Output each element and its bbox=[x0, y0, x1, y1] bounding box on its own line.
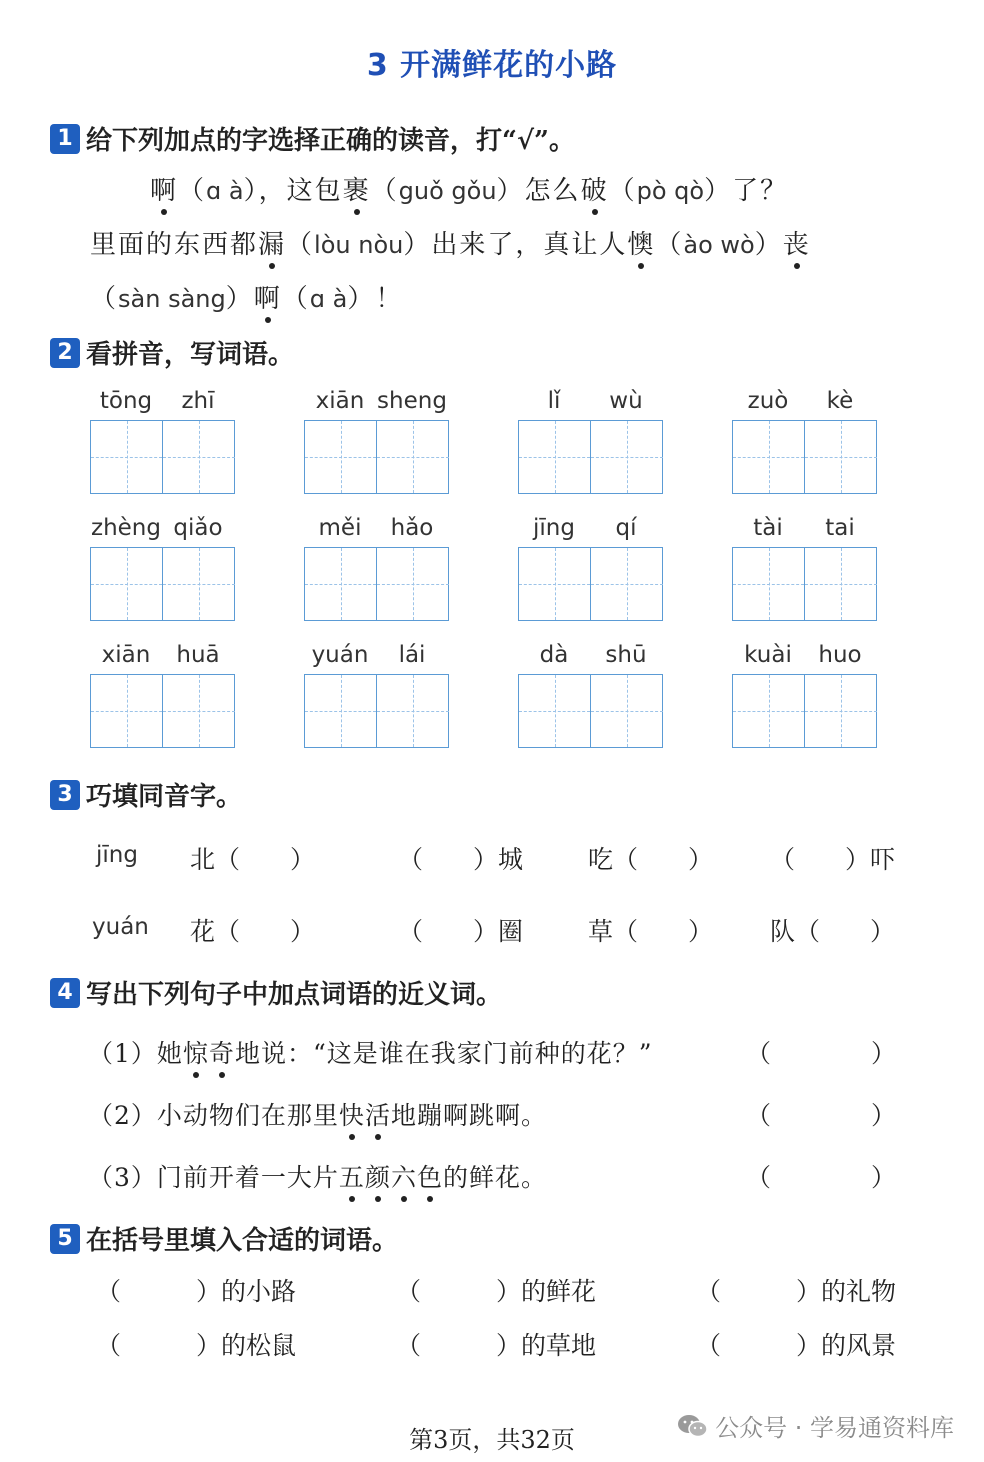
dotted-char: 懊 bbox=[627, 224, 655, 261]
char-cell[interactable] bbox=[163, 675, 235, 747]
fill-blank[interactable]: （ ）的草地 bbox=[396, 1331, 597, 1360]
char-cell[interactable] bbox=[377, 675, 449, 747]
text: （3）门前开着一大片 bbox=[88, 1163, 339, 1192]
pinyin-syllable: wù bbox=[609, 388, 643, 414]
char-cell[interactable] bbox=[805, 548, 877, 620]
paren: （ bbox=[608, 176, 637, 206]
q1-number: 1 bbox=[50, 124, 80, 154]
fill-blank[interactable]: 队（ ） bbox=[770, 917, 896, 946]
char-cell[interactable] bbox=[805, 675, 877, 747]
paren: （ bbox=[370, 176, 399, 206]
q5-heading bbox=[50, 1220, 398, 1257]
char-cell[interactable] bbox=[377, 421, 449, 493]
text: ）！ bbox=[347, 284, 404, 314]
text: ）了？ bbox=[704, 176, 789, 206]
pinyin-syllable: qí bbox=[615, 515, 637, 541]
text: （2）小动物们在那里 bbox=[88, 1101, 339, 1130]
dotted-char: 奇 bbox=[209, 1034, 235, 1070]
paren: （ bbox=[286, 230, 315, 260]
pinyin-syllable: sheng bbox=[377, 388, 447, 414]
pinyin-syllable: xiān bbox=[315, 388, 365, 414]
pinyin-choice: sàn sàng bbox=[118, 285, 226, 313]
watermark-text: 公众号 · 学易通资料库 bbox=[715, 1414, 954, 1442]
pinyin-syllable: huā bbox=[176, 642, 220, 668]
pinyin-syllable: tōng bbox=[99, 388, 153, 414]
char-cell[interactable] bbox=[519, 675, 591, 747]
q1-line-2 bbox=[90, 224, 811, 261]
writing-box[interactable] bbox=[518, 547, 663, 621]
text: 地蹦啊跳啊。 bbox=[390, 1101, 547, 1130]
text: 地说：“这是谁在我家门前种的花？” bbox=[234, 1039, 653, 1068]
pinyin-choice: ào wò bbox=[683, 231, 755, 259]
pinyin-syllable: kè bbox=[826, 388, 854, 414]
pinyin-syllable: tai bbox=[825, 515, 855, 541]
q1-line-3 bbox=[90, 278, 403, 315]
writing-box[interactable] bbox=[90, 674, 235, 748]
char-cell[interactable] bbox=[591, 421, 663, 493]
q2-heading bbox=[50, 334, 294, 371]
fill-blank[interactable]: （ ）的礼物 bbox=[696, 1277, 897, 1306]
writing-box[interactable] bbox=[732, 674, 877, 748]
writing-box[interactable] bbox=[304, 547, 449, 621]
char-cell[interactable] bbox=[591, 675, 663, 747]
pinyin-syllable: zhī bbox=[181, 388, 215, 414]
paren: （ bbox=[655, 230, 684, 260]
writing-box[interactable] bbox=[90, 547, 235, 621]
writing-box[interactable] bbox=[304, 674, 449, 748]
q1-instruction: 给下列加点的字选择正确的读音，打“√”。 bbox=[86, 126, 575, 156]
dotted-char: 颜 bbox=[365, 1158, 391, 1194]
q3-heading bbox=[50, 776, 242, 813]
fill-blank[interactable]: （ ）的风景 bbox=[696, 1331, 897, 1360]
writing-box[interactable] bbox=[90, 420, 235, 494]
text: ）怎么 bbox=[496, 176, 581, 206]
pinyin-syllable: lǐ bbox=[547, 388, 561, 414]
pinyin-syllable: měi bbox=[318, 515, 362, 541]
q4-sentence-2 bbox=[88, 1096, 547, 1132]
text: （1）她 bbox=[88, 1039, 183, 1068]
answer-blank[interactable]: （ ） bbox=[746, 1163, 897, 1192]
q3-pinyin-2: yuán bbox=[92, 914, 149, 940]
fill-blank[interactable]: 北（ ） bbox=[190, 845, 316, 874]
q4-instruction: 写出下列句子中加点词语的近义词。 bbox=[86, 980, 503, 1010]
fill-blank[interactable]: 花（ ） bbox=[190, 917, 316, 946]
char-cell[interactable] bbox=[805, 421, 877, 493]
pinyin-syllable: dà bbox=[539, 642, 569, 668]
pinyin-syllable: tài bbox=[753, 515, 783, 541]
char-cell[interactable] bbox=[305, 675, 377, 747]
dotted-char: 裹 bbox=[343, 170, 371, 207]
fill-blank[interactable]: （ ）的鲜花 bbox=[396, 1277, 597, 1306]
char-cell[interactable] bbox=[305, 421, 377, 493]
char-cell[interactable] bbox=[163, 421, 235, 493]
q3-pinyin-1: jīng bbox=[96, 842, 138, 868]
dotted-char: 色 bbox=[417, 1158, 443, 1194]
text: 的鲜花。 bbox=[442, 1163, 547, 1192]
char-cell[interactable] bbox=[733, 675, 805, 747]
dotted-char: 快 bbox=[339, 1096, 365, 1132]
pinyin-syllable: lái bbox=[398, 642, 426, 668]
fill-blank[interactable]: 吃（ ） bbox=[588, 845, 714, 874]
char-cell[interactable] bbox=[733, 548, 805, 620]
pinyin-choice: guǒ gǒu bbox=[398, 177, 497, 205]
char-cell[interactable] bbox=[377, 548, 449, 620]
q2-number: 2 bbox=[50, 338, 80, 368]
dotted-char: 五 bbox=[339, 1158, 365, 1194]
text: ），这包 bbox=[243, 176, 343, 206]
q4-sentence-1 bbox=[88, 1034, 653, 1070]
dotted-char: 破 bbox=[581, 170, 609, 207]
fill-blank[interactable]: （ ）城 bbox=[398, 845, 524, 874]
char-cell[interactable] bbox=[91, 548, 163, 620]
paren: （ bbox=[281, 284, 310, 314]
pinyin-syllable: hǎo bbox=[390, 515, 434, 541]
dotted-char: 六 bbox=[391, 1158, 417, 1194]
paren: （ bbox=[90, 284, 119, 314]
char-cell[interactable] bbox=[163, 548, 235, 620]
fill-blank[interactable]: （ ）的松鼠 bbox=[96, 1331, 297, 1360]
fill-blank[interactable]: （ ）圈 bbox=[398, 917, 524, 946]
q2-instruction: 看拼音，写词语。 bbox=[86, 340, 295, 370]
writing-box[interactable] bbox=[304, 420, 449, 494]
pinyin-syllable: zuò bbox=[747, 388, 789, 414]
pinyin-choice: pò qò bbox=[636, 177, 705, 205]
paren: （ bbox=[178, 176, 207, 206]
char-cell[interactable] bbox=[305, 548, 377, 620]
char-cell[interactable] bbox=[519, 421, 591, 493]
pinyin-choice: ɑ à bbox=[206, 177, 244, 205]
page-title: 3 开满鲜花的小路 bbox=[366, 48, 618, 83]
q4-number: 4 bbox=[50, 978, 80, 1008]
writing-box[interactable] bbox=[518, 420, 663, 494]
fill-blank[interactable]: （ ）吓 bbox=[770, 845, 896, 874]
q3-instruction: 巧填同音字。 bbox=[86, 782, 243, 812]
pinyin-syllable: zhèng bbox=[91, 515, 161, 541]
q5-instruction: 在括号里填入合适的词语。 bbox=[86, 1226, 399, 1256]
watermark bbox=[677, 1408, 954, 1443]
pinyin-syllable: xiān bbox=[101, 642, 151, 668]
fill-blank[interactable]: （ ）的小路 bbox=[96, 1277, 297, 1306]
dotted-char: 惊 bbox=[183, 1034, 209, 1070]
pinyin-syllable: yuán bbox=[311, 642, 369, 668]
pinyin-syllable: qiǎo bbox=[173, 515, 223, 541]
pinyin-syllable: jīng bbox=[533, 515, 575, 541]
answer-blank[interactable]: （ ） bbox=[746, 1101, 897, 1130]
dotted-char: 啊 bbox=[150, 170, 178, 207]
dotted-char: 活 bbox=[365, 1096, 391, 1132]
q3-number: 3 bbox=[50, 780, 80, 810]
q4-sentence-3 bbox=[88, 1158, 547, 1194]
text: 里面的东西都 bbox=[90, 230, 259, 260]
char-cell[interactable] bbox=[591, 548, 663, 620]
writing-box[interactable] bbox=[518, 674, 663, 748]
q5-number: 5 bbox=[50, 1224, 80, 1254]
char-cell[interactable] bbox=[519, 548, 591, 620]
text: ） bbox=[754, 230, 783, 260]
writing-box[interactable] bbox=[732, 547, 877, 621]
char-cell[interactable] bbox=[91, 675, 163, 747]
dotted-char: 丧 bbox=[783, 224, 811, 261]
wechat-icon bbox=[677, 1413, 709, 1439]
pinyin-syllable: huo bbox=[818, 642, 862, 668]
page-footer: 第3页，共32页 bbox=[409, 1426, 575, 1454]
q1-heading bbox=[50, 120, 575, 157]
writing-box[interactable] bbox=[732, 420, 877, 494]
pinyin-choice: ɑ à bbox=[309, 285, 348, 313]
q1-line-1 bbox=[150, 170, 788, 207]
dotted-char: 漏 bbox=[258, 224, 286, 261]
text: ）出来了，真让人 bbox=[403, 230, 628, 260]
char-cell[interactable] bbox=[91, 421, 163, 493]
text: ） bbox=[225, 284, 254, 314]
dotted-char: 啊 bbox=[254, 278, 282, 315]
pinyin-syllable: shū bbox=[605, 642, 647, 668]
q4-heading bbox=[50, 974, 502, 1011]
answer-blank[interactable]: （ ） bbox=[746, 1039, 897, 1068]
fill-blank[interactable]: 草（ ） bbox=[588, 917, 714, 946]
pinyin-choice: lòu nòu bbox=[314, 231, 404, 259]
char-cell[interactable] bbox=[733, 421, 805, 493]
pinyin-syllable: kuài bbox=[744, 642, 792, 668]
